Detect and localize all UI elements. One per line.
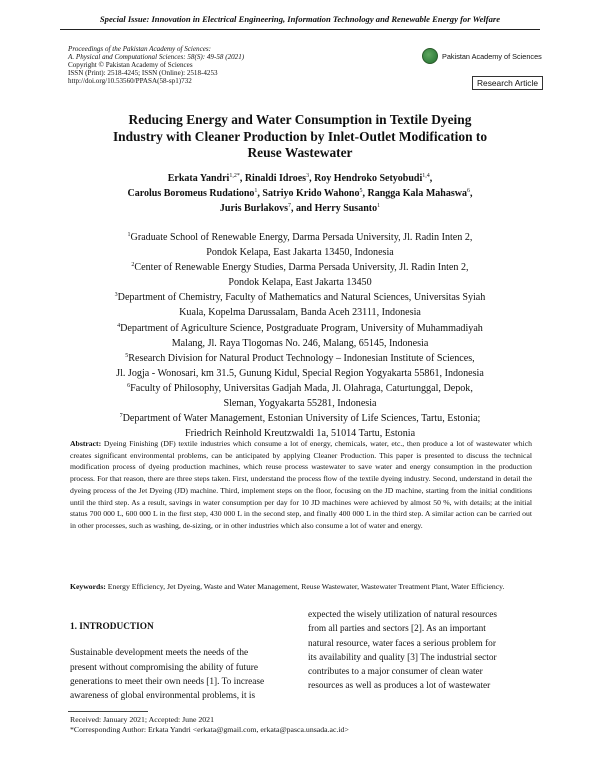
affiliation-line: Jl. Jogja - Wonosari, km 31.5, Gunung Kidul, Special Region Yogyakarta 55861, Indonesia: [116, 367, 484, 379]
affiliation-line: $^2$Center of Renewable Energy Studies, Darma Persada University, Jl. Radin Inten 2,: [131, 262, 469, 274]
author-name: Erkata Yandri: [167, 173, 230, 184]
corresponding-author: *Corresponding Author: Erkata Yandri <erkata@gmail.com, erkata@pasca.unsada.ac.id>: [70, 725, 349, 734]
header-divider: [60, 29, 540, 30]
author-line-3: Juris Burlakovs$^7$, and Herry Susanto$^1$: [219, 203, 381, 215]
keywords-text: Energy Efficiency, Jet Dyeing, Waste and Water Management, Reuse Wastewater, Wastewater Treatment Plant, Water Efficiency.: [107, 582, 505, 591]
affiliation-line: Sleman, Yogyakarta 55281, Indonesia: [223, 398, 377, 410]
author-name: Satriyo Krido Wahono: [262, 188, 360, 200]
author-line-1: Erkata Yandri$^{1,2*}$, Rinaldi Idroes$^3$, Roy Hendroko Setyobudi$^{1,4}$,: [167, 173, 433, 184]
footnote-divider: [68, 711, 148, 712]
affiliation-line: $^1$Graduate School of Renewable Energy, Darma Persada University, Jl. Radin Inten 2,: [127, 232, 473, 243]
academy-logo-icon: [422, 48, 438, 64]
author-name: Rinaldi Idroes: [244, 173, 307, 184]
proceedings-line-1: Proceedings of the Pakistan Academy of Sciences:: [68, 45, 212, 53]
affiliation-line: $^5$Research Division for Natural Product Technology – Indonesian Institute of Sciences,: [125, 352, 475, 364]
body-column-right: [308, 608, 534, 694]
body-line: contributes to a major consumer of clean water: [308, 667, 483, 678]
abstract-text: Dyeing Finishing (DF) textile industries which consume a lot of energy, chemicals, water, etc., then produce a lot of wastewater which creates significant environmental problems, can be anticipated by applying Cleaner Production. This paper is presented to discuss the technical modification process of dyeing production machines, which reuse process wastewater to save water and energy consumption in the production process. For that reason, there are three steps taken. First, understand the process flow of the textile dyeing industry. Second, understand in detail the dyeing process of the Jet Dyeing (JD) machine. Third, implement steps on the floor, focusing on the JD machine, starting from the initial conditions until the third step. As a result, savings in water consumption per day for 10 JD machines were achieved by almost 50 %, with details; at the initial status 700 000 L, 600 000 L in the first step, 430 000 L in the second step, and finally 400 000 L in the third step. A similar action can be carried out in other processes, such as washing, de-sizing, or in other industries which also consume a lot of water and energy.: [70, 439, 532, 530]
proceedings-info: [68, 45, 244, 85]
paper-title: [60, 112, 540, 162]
keywords-label: Keywords:: [70, 582, 106, 591]
affiliation-list: [60, 230, 540, 441]
footnotes: [70, 715, 349, 735]
author-name: Carolus Boromeus Rudationo: [127, 188, 255, 200]
author-name: Juris Burlakovs: [219, 203, 288, 215]
affiliation-line: $^7$Department of Water Management, Estonian University of Life Sciences, Tartu, Estonia;: [119, 413, 481, 425]
body-line: awareness of global environmental problems, it is: [70, 691, 256, 702]
affiliation-line: Malang, Jl. Raya Tlogomas No. 246, Malang, 65145, Indonesia: [171, 337, 429, 349]
title-line-3: Reuse Wastewater: [247, 145, 353, 160]
body-line: expected the wisely utilization of natural resources: [308, 610, 497, 620]
abstract: [70, 438, 532, 532]
affiliation-line: $^3$Department of Chemistry, Faculty of Mathematics and Natural Sciences, Universitas Syiah: [114, 292, 486, 304]
author-line-2: Carolus Boromeus Rudationo$^1$, Satriyo Krido Wahono$^5$, Rangga Kala Mahaswa$^6$,: [127, 188, 473, 200]
body-line: present without compromising the ability of future: [70, 662, 258, 673]
keywords: [70, 581, 532, 593]
copyright-line: Copyright © Pakistan Academy of Sciences: [68, 61, 193, 70]
author-affiliation-mark: 6: [466, 188, 470, 195]
author-list: [60, 171, 540, 217]
body-line: resources as well as produces a lot of wastewater: [308, 681, 491, 692]
author-affiliation-mark: 3: [306, 173, 310, 179]
affiliation-line: Friedrich Reinhold Kreutzwaldi 1a, 51014 Tartu, Estonia: [184, 428, 416, 440]
author-affiliation-mark: 1,2*: [229, 173, 240, 179]
body-line: from all parties and sectors [2]. As an important: [308, 624, 486, 635]
abstract-label: Abstract:: [70, 439, 102, 448]
affiliation-line: Pondok Kelapa, East Jakarta 13450, Indonesia: [206, 247, 394, 259]
article-type-badge: Research Article: [472, 76, 543, 90]
doi-link[interactable]: http://doi.org/10.53560/PPASA(58-sp1)732: [68, 77, 192, 86]
body-line: generations to meet their own needs [1]. To increase: [70, 676, 265, 687]
title-line-2: Industry with Cleaner Production by Inlet-Outlet Modification to: [112, 128, 488, 144]
proceedings-line-2: A. Physical and Computational Sciences: 58(S): 49-58 (2021): [68, 53, 245, 62]
body-line: natural resource, water faces a serious problem for: [308, 638, 496, 649]
body-line: its availability and quality [3] The industrial sector: [308, 652, 497, 663]
special-issue-banner: Special Issue: Innovation in Electrical Engineering, Information Technology and Renewable Energy for Welfare: [99, 14, 501, 24]
academy-name: Pakistan Academy of Sciences: [442, 51, 542, 61]
author-name: Rangga Kala Mahaswa: [367, 188, 467, 200]
body-line: Sustainable development meets the needs of the: [70, 648, 249, 659]
author-name: Roy Hendroko Setyobudi: [314, 173, 423, 184]
author-affiliation-mark: 5: [359, 188, 363, 195]
body-column-left: [70, 620, 310, 703]
affiliation-line: Kuala, Kopelma Darussalam, Banda Aceh 23111, Indonesia: [179, 307, 421, 319]
author-affiliation-mark: 1: [254, 188, 258, 195]
affiliation-line: $^6$Faculty of Philosophy, Universitas Gadjah Mada, Jl. Olahraga, Caturtunggal, Depok,: [127, 382, 473, 394]
author-name: Herry Susanto: [314, 203, 378, 215]
affiliation-line: $^4$Department of Agriculture Science, Postgraduate Program, University of Muhammadiyah: [117, 322, 483, 334]
received-date: Received: January 2021; Accepted: June 2021: [70, 715, 214, 724]
affiliation-line: Pondok Kelapa, East Jakarta 13450: [228, 277, 372, 289]
issn-line: ISSN (Print): 2518-4245; ISSN (Online): 2518-4253: [68, 69, 218, 78]
section-heading: 1. INTRODUCTION: [70, 622, 154, 632]
academy-branding: [422, 48, 542, 64]
author-affiliation-mark: 1: [377, 203, 381, 210]
author-affiliation-mark: 1,4: [422, 173, 430, 179]
title-line-1: Reducing Energy and Water Consumption in Textile Dyeing: [128, 112, 472, 127]
author-affiliation-mark: 7: [287, 203, 291, 210]
